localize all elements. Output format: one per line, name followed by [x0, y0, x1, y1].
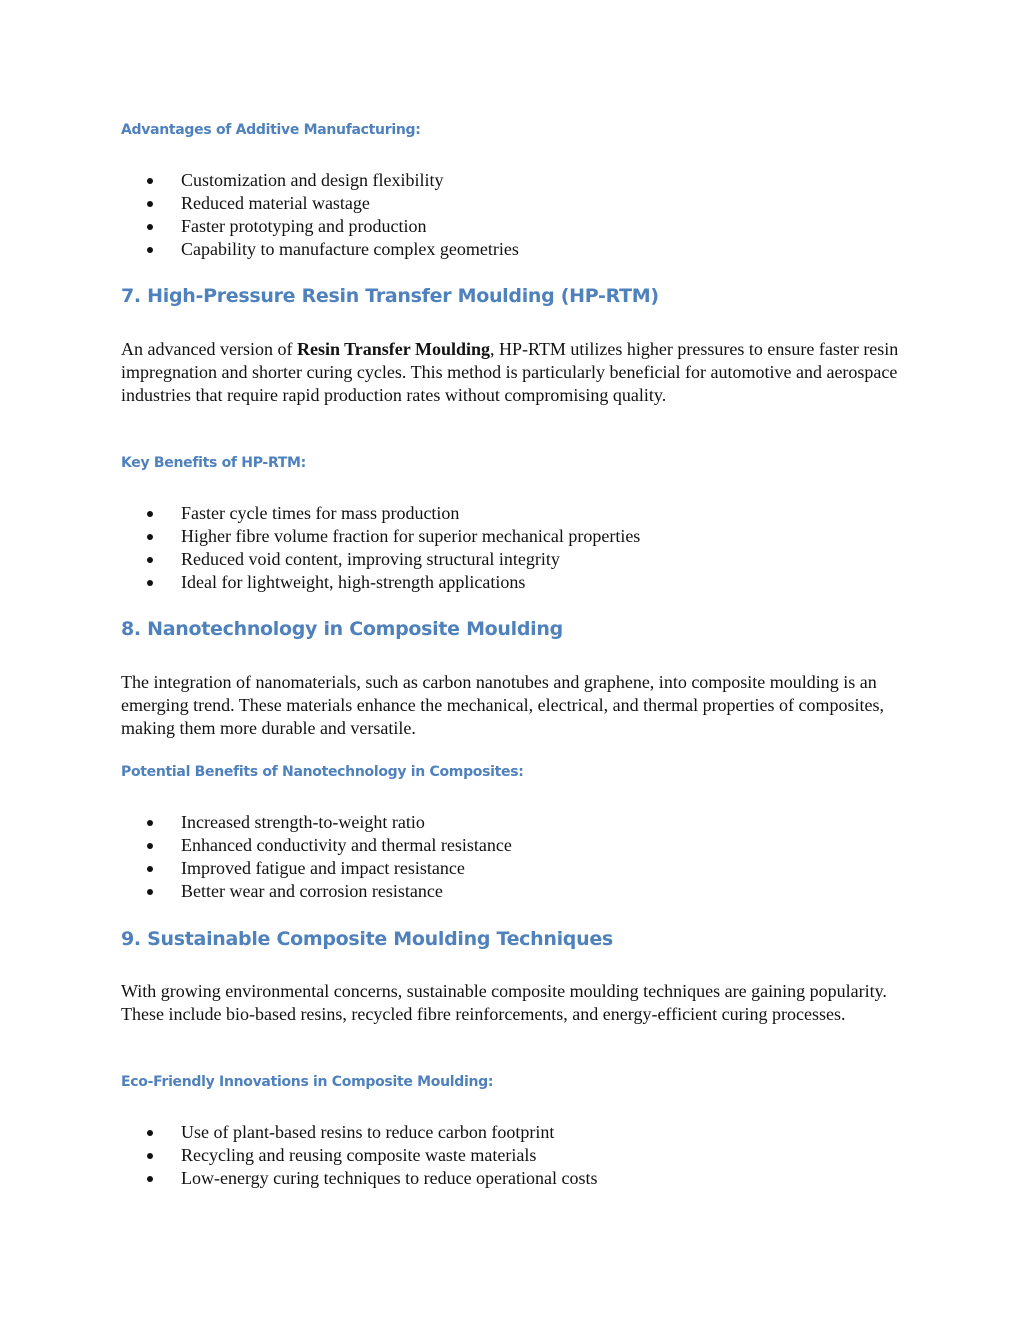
list-item-text: Better wear and corrosion resistance	[181, 881, 443, 901]
hprtm-benefits-subheading: Key Benefits of HP-RTM:	[121, 455, 306, 471]
list-item-text: Recycling and reusing composite waste materials	[181, 1145, 537, 1165]
list-item	[0, 1121, 598, 1144]
list-item	[0, 1167, 598, 1190]
nano-benefits-subheading: Potential Benefits of Nanotechnology in Composites:	[121, 764, 524, 780]
list-item	[0, 525, 640, 548]
hprtm-paragraph-start: An advanced version of	[121, 339, 297, 359]
list-item	[0, 571, 640, 594]
bullet-icon	[147, 178, 153, 184]
hprtm-benefits-list	[0, 502, 640, 594]
list-item	[0, 811, 512, 834]
bullet-icon	[147, 557, 153, 563]
list-item-text: Faster cycle times for mass production	[181, 503, 460, 523]
bullet-icon	[147, 247, 153, 253]
list-item-text: Enhanced conductivity and thermal resistance	[181, 835, 512, 855]
additive-advantages-subheading: Advantages of Additive Manufacturing:	[121, 122, 421, 138]
list-item	[0, 169, 519, 192]
list-item-text: Improved fatigue and impact resistance	[181, 858, 465, 878]
eco-innovations-subheading: Eco-Friendly Innovations in Composite Moulding:	[121, 1074, 494, 1090]
bullet-icon	[147, 843, 153, 849]
bullet-icon	[147, 511, 153, 517]
hprtm-paragraph-rest: , HP-RTM utilizes higher pressures to ensure faster resin impregnation and shorter curing cycles. This method is particularly beneficial for automotive and aerospace industries that require rapid production rates without compromising quality.	[121, 339, 899, 405]
list-item-text: Increased strength-to-weight ratio	[181, 812, 425, 832]
nano-heading: 8. Nanotechnology in Composite Moulding	[121, 618, 563, 640]
list-item-text: Ideal for lightweight, high-strength applications	[181, 572, 526, 592]
bullet-icon	[147, 820, 153, 826]
eco-innovations-list	[0, 1121, 598, 1190]
bullet-icon	[147, 201, 153, 207]
list-item	[0, 238, 519, 261]
list-item	[0, 1144, 598, 1167]
bullet-icon	[147, 866, 153, 872]
list-item	[0, 548, 640, 571]
list-item	[0, 192, 519, 215]
list-item	[0, 502, 640, 525]
nano-paragraph: The integration of nanomaterials, such as carbon nanotubes and graphene, into composite moulding is an emerging trend. These materials enhance the mechanical, electrical, and thermal properties of composites, making them more durable and versatile.	[121, 672, 885, 738]
bullet-icon	[147, 1153, 153, 1159]
list-item-text: Capability to manufacture complex geometries	[181, 239, 519, 259]
list-item	[0, 880, 512, 903]
bullet-icon	[147, 224, 153, 230]
list-item-text: Faster prototyping and production	[181, 216, 427, 236]
nano-benefits-list	[0, 811, 512, 903]
sustainable-paragraph: With growing environmental concerns, sustainable composite moulding techniques are gaining popularity. These include bio-based resins, recycled fibre reinforcements, and energy-efficient curing processes.	[121, 981, 887, 1024]
bullet-icon	[147, 889, 153, 895]
list-item-text: Low-energy curing techniques to reduce operational costs	[181, 1168, 598, 1188]
list-item	[0, 215, 519, 238]
bullet-icon	[147, 580, 153, 586]
list-item-text: Customization and design flexibility	[181, 170, 444, 190]
list-item	[0, 834, 512, 857]
list-item-text: Higher fibre volume fraction for superior mechanical properties	[181, 526, 641, 546]
list-item-text: Use of plant-based resins to reduce carbon footprint	[181, 1122, 555, 1142]
list-item	[0, 857, 512, 880]
bullet-icon	[147, 1176, 153, 1182]
sustainable-heading: 9. Sustainable Composite Moulding Techniques	[121, 928, 613, 950]
list-item-text: Reduced void content, improving structural integrity	[181, 549, 560, 569]
hprtm-paragraph-bold: Resin Transfer Moulding	[296, 339, 490, 359]
additive-advantages-list	[0, 169, 519, 261]
bullet-icon	[147, 534, 153, 540]
hprtm-paragraph	[121, 338, 911, 407]
hprtm-heading: 7. High-Pressure Resin Transfer Moulding (HP-RTM)	[121, 285, 659, 307]
bullet-icon	[147, 1130, 153, 1136]
list-item-text: Reduced material wastage	[181, 193, 370, 213]
